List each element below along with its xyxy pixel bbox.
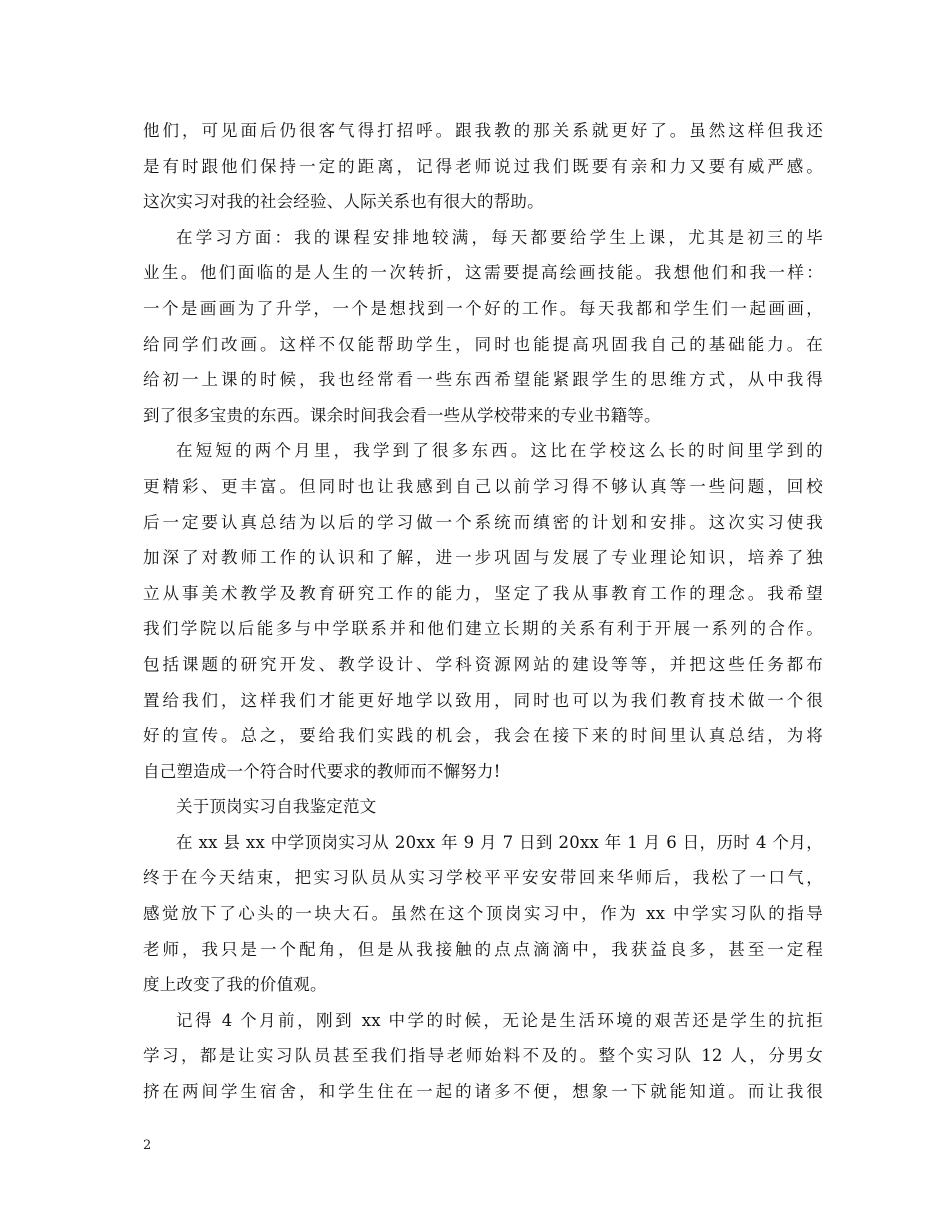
text-line: 给同学们改画。这样不仅能帮助学生，同时也能提高巩固我自己的基础能力。在 bbox=[143, 334, 823, 354]
text-line: 是有时跟他们保持一定的距离，记得老师说过我们既要有亲和力又要有威严感。 bbox=[143, 156, 823, 176]
text-line: 学习，都是让实习队员甚至我们指导老师始料不及的。整个实习队 12 人，分男女 bbox=[143, 1046, 823, 1066]
text-line: 给初一上课的时候，我也经常看一些东西希望能紧跟学生的思维方式，从中我得 bbox=[143, 370, 823, 390]
text-line: 老师，我只是一个配角，但是从我接触的点点滴滴中，我获益良多，甚至一定程 bbox=[143, 939, 823, 959]
text-line: 度上改变了我的价值观。 bbox=[143, 975, 327, 995]
text-line: 业生。他们面临的是人生的一次转折，这需要提高绘画技能。我想他们和我一样： bbox=[143, 263, 823, 283]
text-line: 在学习方面：我的课程安排地较满，每天都要给学生上课，尤其是初三的毕 bbox=[176, 227, 823, 247]
text-line: 包括课题的研究开发、教学设计、学科资源网站的建设等等，并把这些任务都布 bbox=[143, 654, 823, 674]
text-line: 加深了对教师工作的认识和了解，进一步巩固与发展了专业理论知识，培养了独 bbox=[143, 548, 823, 568]
text-line: 感觉放下了心头的一块大石。虽然在这个顶岗实习中，作为 xx 中学实习队的指导 bbox=[143, 904, 823, 924]
text-line: 到了很多宝贵的东西。课余时间我会看一些从学校带来的专业书籍等。 bbox=[143, 405, 661, 425]
document-body bbox=[143, 113, 823, 1110]
text-line: 置给我们，这样我们才能更好地学以致用，同时也可以为我们教育技术做一个很 bbox=[143, 690, 823, 710]
text-line: 后一定要认真总结为以后的学习做一个系统而缜密的计划和安排。这次实习使我 bbox=[143, 512, 823, 532]
text-line: 挤在两间学生宿舍，和学生住在一起的诸多不便，想象一下就能知道。而让我很 bbox=[143, 1082, 823, 1102]
text-line: 这次实习对我的社会经验、人际关系也有很大的帮助。 bbox=[143, 192, 544, 212]
text-line: 立从事美术教学及教育研究工作的能力，坚定了我从事教育工作的理念。我希望 bbox=[143, 583, 823, 603]
text-line: 自己塑造成一个符合时代要求的教师而不懈努力! bbox=[143, 761, 501, 781]
text-line: 记得 4 个月前，刚到 xx 中学的时候，无论是生活环境的艰苦还是学生的抗拒 bbox=[176, 1010, 823, 1030]
text-line: 在 xx 县 xx 中学顶岗实习从 20xx 年 9 月 7 日到 20xx 年 1 月 6 日，历时 4 个月， bbox=[176, 832, 823, 852]
text-line: 一个是画画为了升学，一个是想找到一个好的工作。每天我都和学生们一起画画， bbox=[143, 298, 823, 318]
page-number: 2 bbox=[143, 1138, 152, 1153]
text-line: 他们，可见面后仍很客气得打招呼。跟我教的那关系就更好了。虽然这样但我还 bbox=[143, 121, 823, 140]
text-line: 我们学院以后能多与中学联系并和他们建立长期的关系有利于开展一系列的合作。 bbox=[143, 619, 823, 639]
text-line: 更精彩、更丰富。但同时也让我感到自己以前学习得不够认真等一些问题，回校 bbox=[143, 476, 823, 496]
section-heading: 关于顶岗实习自我鉴定范文 bbox=[176, 797, 377, 817]
text-line: 好的宣传。总之，要给我们实践的机会，我会在接下来的时间里认真总结，为将 bbox=[143, 726, 823, 746]
text-line: 终于在今天结束，把实习队员从实习学校平平安安带回来华师后，我松了一口气， bbox=[143, 868, 823, 888]
text-line: 在短短的两个月里，我学到了很多东西。这比在学校这么长的时间里学到的 bbox=[176, 441, 823, 461]
